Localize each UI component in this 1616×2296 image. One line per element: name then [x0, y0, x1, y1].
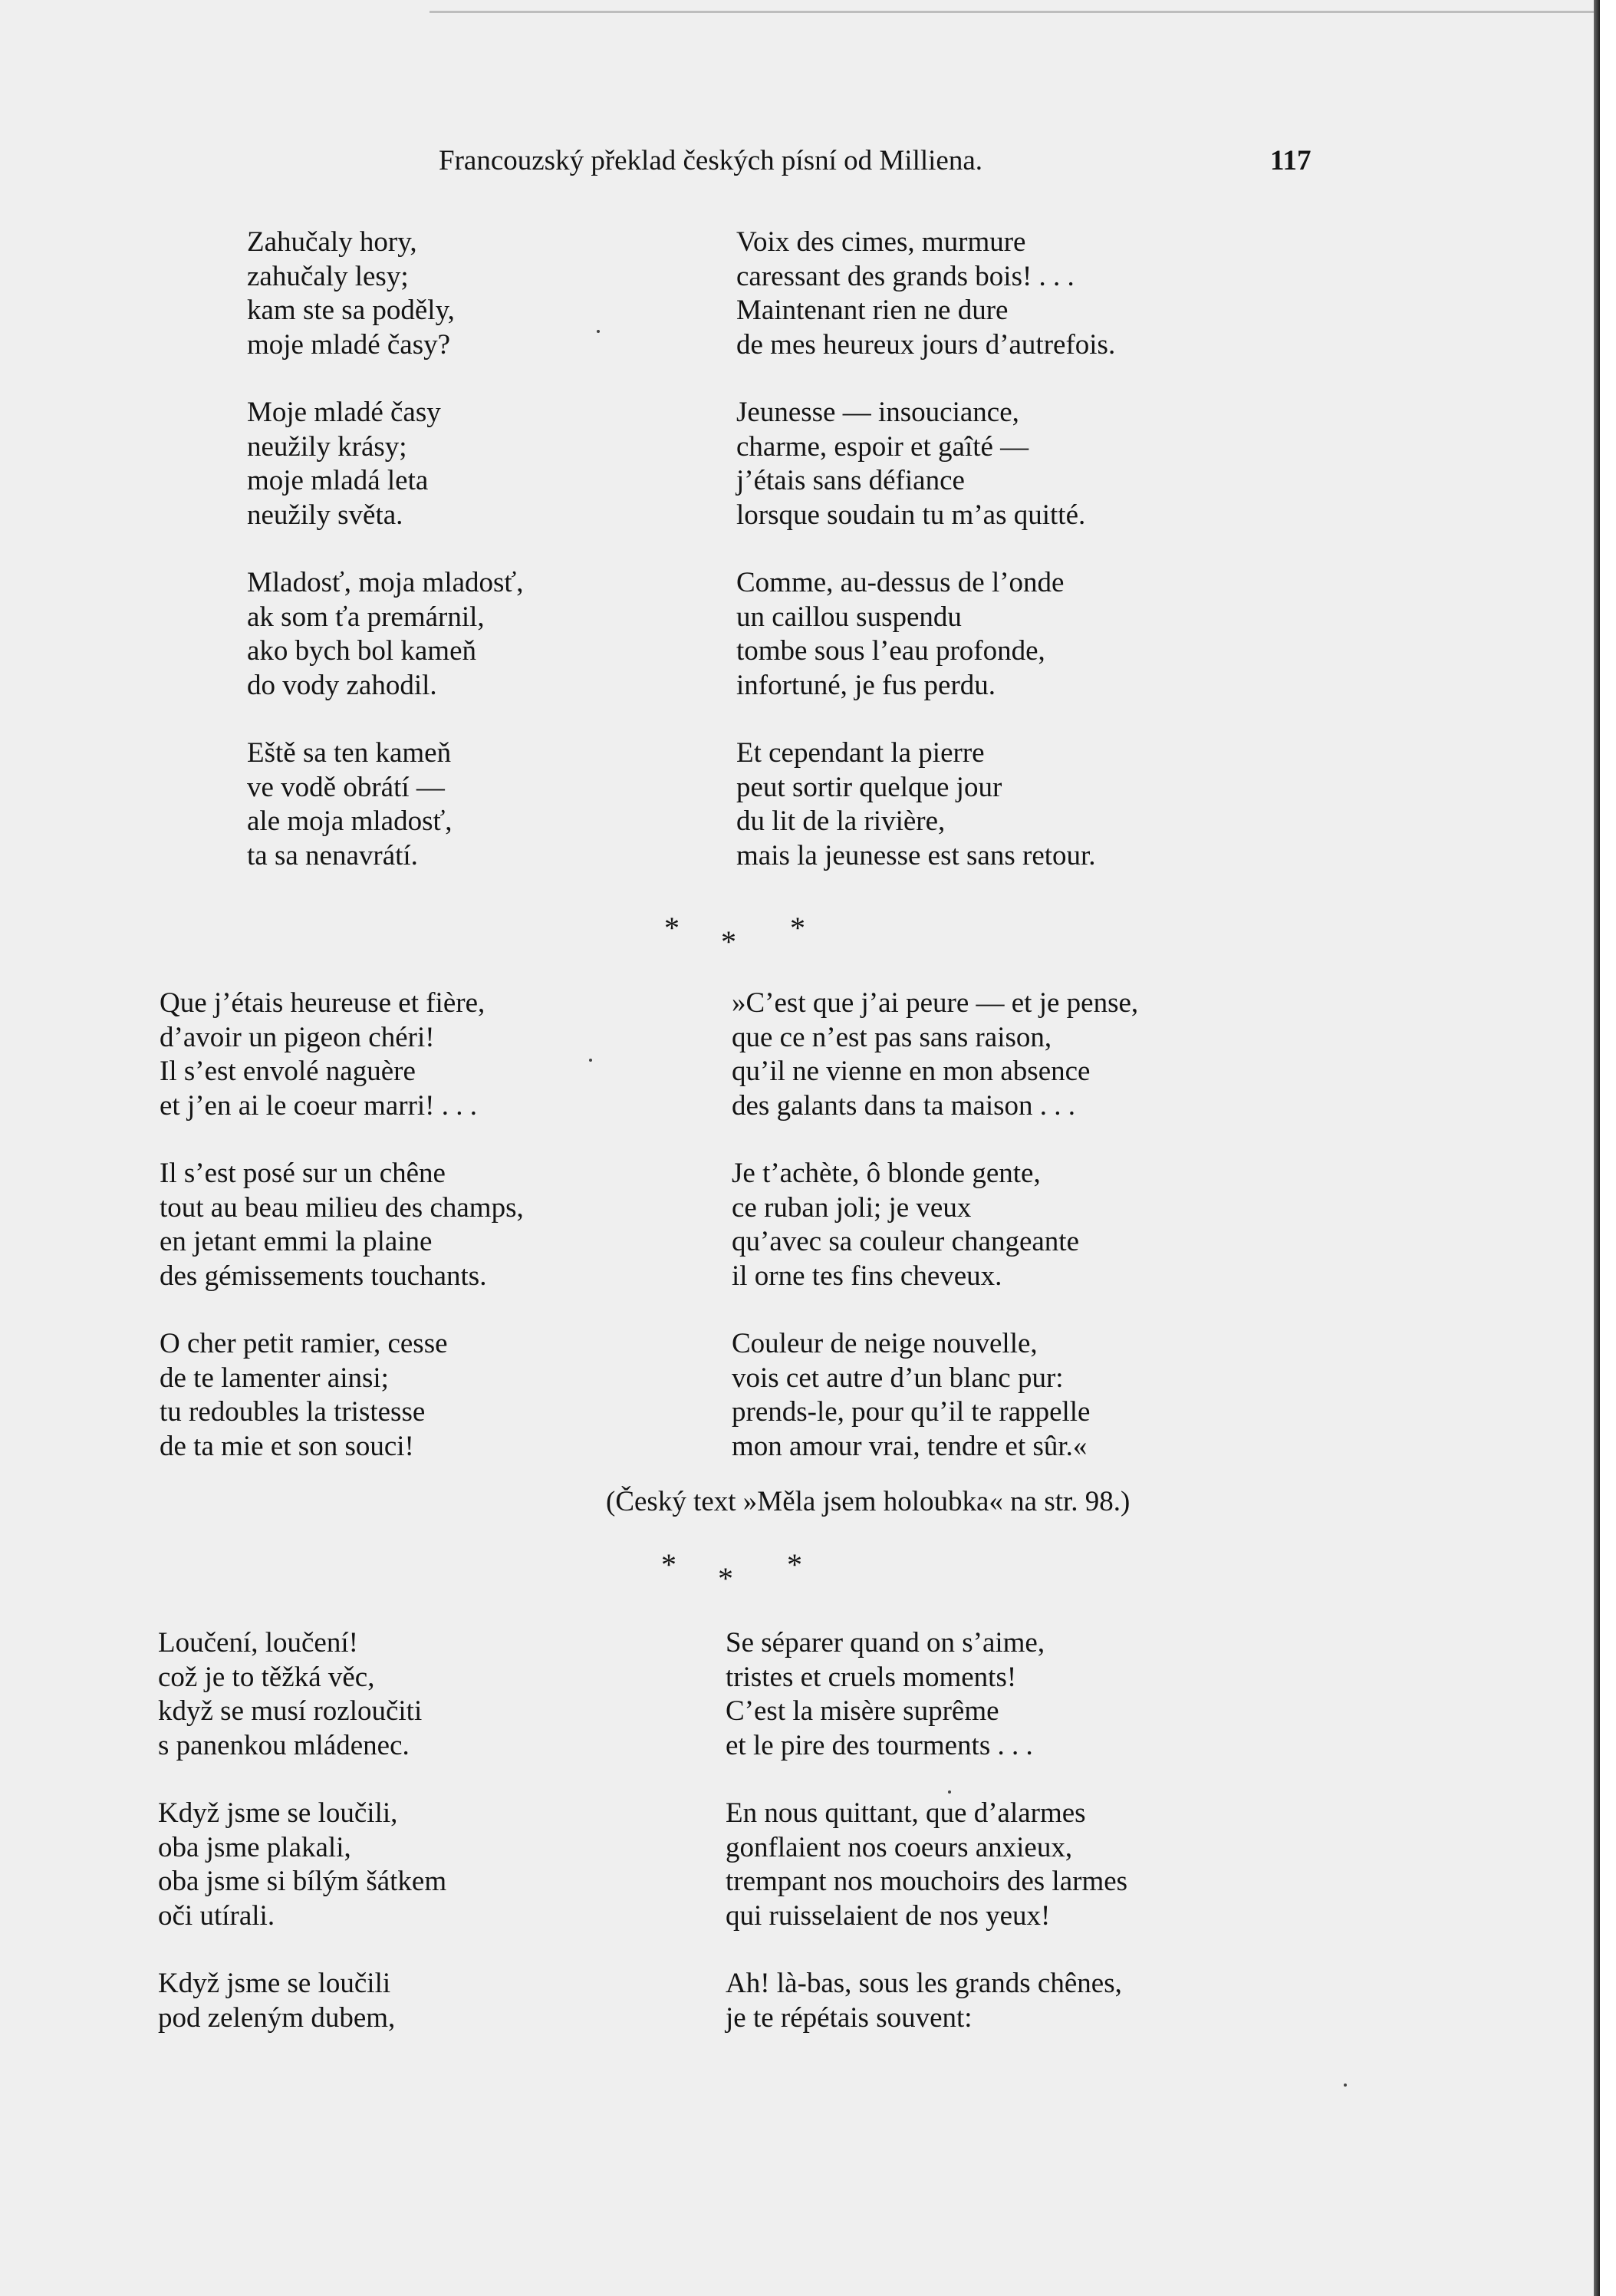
verse-line: Jeunesse — insouciance, [736, 397, 1019, 428]
stanza [726, 1797, 1354, 1933]
verse-line: Il s’est posé sur un chêne [160, 1158, 446, 1189]
verse-line: pod zeleným dubem, [158, 2001, 396, 2034]
running-title: Francouzský překlad českých písní od Milliena. [439, 145, 982, 176]
verse-line: qu’avec sa couleur changeante [732, 1226, 1079, 1257]
asterisk: * [790, 911, 805, 945]
verse-line: charme, espoir et gaîté — [736, 430, 1029, 463]
verse-line: oči utírali. [158, 1899, 275, 1932]
verse-line: moje mladá leta [247, 465, 429, 496]
verse-line: ce ruban joli; je veux [732, 1191, 972, 1224]
verse-line: prends-le, pour qu’il te rappelle [732, 1396, 1091, 1428]
stanza [736, 226, 1365, 362]
verse-line: mon amour vrai, tendre et sûr.« [732, 1430, 1088, 1462]
verse-line: Maintenant rien ne dure [736, 295, 1009, 326]
paper-speck [589, 1059, 592, 1062]
verse-line: peut sortir quelque jour [736, 771, 1002, 803]
stanza [736, 396, 1365, 532]
stanza [732, 1157, 1361, 1293]
verse-line: tu redoubles la tristesse [160, 1396, 426, 1428]
verse-line: neužily světa. [247, 499, 403, 531]
verse-line: tristes et cruels moments! [726, 1661, 1017, 1693]
verse-line: du lit de la rivière, [736, 805, 946, 837]
page-header [0, 144, 1595, 183]
verse-line: Que j’étais heureuse et fière, [160, 987, 485, 1019]
verse-line: Eště sa ten kameň [247, 737, 452, 769]
section-separator-1 [660, 910, 844, 959]
verse-line: mais la jeunesse est sans retour. [736, 839, 1096, 871]
verse-line: ak som ťa premárnil, [247, 601, 485, 633]
paper-speck [597, 330, 600, 333]
verse-line: Mladosť, moja mladosť, [247, 567, 524, 598]
verse-line: je te répétais souvent: [726, 2001, 973, 2034]
poem-2-french-column-a [160, 987, 788, 1464]
verse-line: des galants dans ta maison . . . [732, 1089, 1076, 1122]
verse-line: en jetant emmi la plaine [160, 1226, 433, 1257]
asterisk: * [718, 1561, 733, 1596]
verse-line: ale moja mladosť, [247, 805, 453, 837]
section-separator-2 [657, 1547, 841, 1596]
verse-line: C’est la misère suprême [726, 1695, 999, 1727]
verse-line: caressant des grands bois! . . . [736, 260, 1075, 292]
page-edge-shadow [1594, 0, 1600, 2296]
stanza [726, 1967, 1354, 2035]
verse-line: což je to těžká věc, [158, 1661, 375, 1693]
verse-line: Voix des cimes, murmure [736, 226, 1026, 258]
verse-line: Ah! là-bas, sous les grands chênes, [726, 1968, 1122, 1999]
poem-1-french-column [736, 226, 1365, 873]
poem-3-czech-column [158, 1626, 787, 2035]
stanza [736, 566, 1365, 703]
verse-line: que ce n’est pas sans raison, [732, 1021, 1052, 1053]
verse-line: oba jsme plakali, [158, 1831, 351, 1863]
paper-speck [948, 1790, 951, 1794]
verse-line: »C’est que j’ai peure — et je pense, [732, 987, 1139, 1019]
stanza [160, 1157, 788, 1293]
verse-line: zahučaly lesy; [247, 260, 409, 292]
verse-line: ve vodě obrátí — [247, 771, 445, 803]
verse-line: Zahučaly hory, [247, 226, 417, 258]
poem-2-french-column-b [732, 987, 1361, 1464]
verse-line: vois cet autre d’un blanc pur: [732, 1362, 1064, 1394]
verse-line: Když jsme se loučili, [158, 1797, 398, 1829]
asterisk: * [664, 911, 680, 945]
verse-line: et le pire des tourments . . . [726, 1729, 1033, 1761]
verse-line: lorsque soudain tu m’as quitté. [736, 499, 1086, 531]
stanza [158, 1797, 787, 1933]
verse-line: Je t’achète, ô blonde gente, [732, 1158, 1041, 1189]
verse-line: et j’en ai le coeur marri! . . . [160, 1089, 477, 1122]
verse-line: un caillou suspendu [736, 601, 962, 633]
verse-line: Moje mladé časy [247, 397, 441, 428]
verse-line: Se séparer quand on s’aime, [726, 1627, 1045, 1659]
verse-line: j’étais sans défiance [736, 465, 965, 496]
verse-line: do vody zahodil. [247, 669, 437, 701]
asterisk: * [787, 1547, 802, 1582]
paper-speck [1344, 2084, 1347, 2087]
verse-line: Comme, au-dessus de l’onde [736, 567, 1065, 598]
verse-line: O cher petit ramier, cesse [160, 1328, 448, 1359]
verse-line: qui ruisselaient de nos yeux! [726, 1899, 1051, 1932]
verse-line: tombe sous l’eau profonde, [736, 635, 1045, 667]
verse-line: d’avoir un pigeon chéri! [160, 1021, 435, 1053]
stanza [158, 1626, 787, 1763]
verse-line: qu’il ne vienne en mon absence [732, 1056, 1091, 1087]
stanza [732, 987, 1361, 1123]
top-rule [430, 11, 1595, 13]
verse-line: ta sa nenavrátí. [247, 839, 418, 871]
verse-line: neužily krásy; [247, 430, 407, 463]
verse-line: des gémissements touchants. [160, 1260, 487, 1292]
verse-line: infortuné, je fus perdu. [736, 669, 996, 701]
asterisk: * [661, 1547, 676, 1582]
stanza [726, 1626, 1354, 1763]
stanza [158, 1967, 787, 2035]
verse-line: de ta mie et son souci! [160, 1430, 414, 1462]
verse-line: trempant nos mouchoirs des larmes [726, 1866, 1128, 1897]
verse-line: když se musí rozloučiti [158, 1695, 423, 1727]
verse-line: moje mladé časy? [247, 328, 451, 361]
poem-3-french-column [726, 1626, 1354, 2035]
stanza [160, 1327, 788, 1464]
verse-line: En nous quittant, que d’alarmes [726, 1797, 1086, 1829]
verse-line: Couleur de neige nouvelle, [732, 1328, 1038, 1359]
verse-line: ako bych bol kameň [247, 635, 476, 667]
verse-line: oba jsme si bílým šátkem [158, 1866, 447, 1897]
verse-line: de te lamenter ainsi; [160, 1362, 389, 1394]
verse-line: gonflaient nos coeurs anxieux, [726, 1831, 1073, 1863]
verse-line: de mes heureux jours d’autrefois. [736, 328, 1116, 361]
asterisk: * [721, 924, 736, 959]
stanza [160, 987, 788, 1123]
stanza [732, 1327, 1361, 1464]
verse-line: tout au beau milieu des champs, [160, 1191, 524, 1224]
verse-line: Když jsme se loučili [158, 1968, 391, 1999]
verse-line: Il s’est envolé naguère [160, 1056, 416, 1087]
verse-line: Et cependant la pierre [736, 737, 985, 769]
page-number: 117 [1270, 145, 1312, 176]
verse-line: Loučení, loučení! [158, 1627, 358, 1659]
stanza [736, 736, 1365, 873]
verse-line: s panenkou mládenec. [158, 1729, 410, 1761]
verse-line: kam ste sa poděly, [247, 295, 455, 326]
reference-note: (Český text »Měla jsem holoubka« na str. 98.) [606, 1486, 1131, 1517]
verse-line: il orne tes fins cheveux. [732, 1260, 1002, 1292]
